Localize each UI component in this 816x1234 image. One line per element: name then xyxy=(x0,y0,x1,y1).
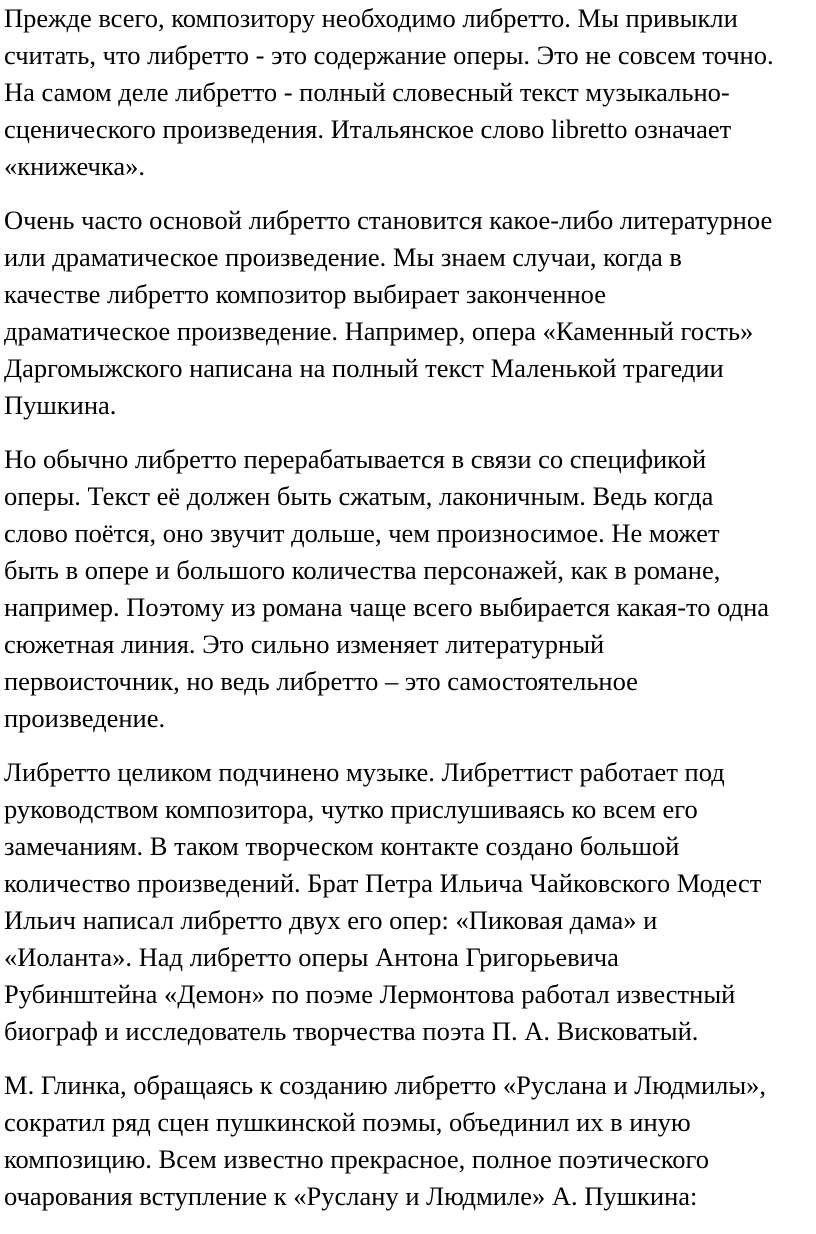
text-line: качестве либретто композитор выбирает законченное xyxy=(4,279,607,309)
text-line: быть в опере и большого количества персонажей, как в романе, xyxy=(4,555,721,585)
paragraph-adaptation xyxy=(4,441,810,737)
text-line: сюжетная линия. Это сильно изменяет литературный xyxy=(4,629,605,659)
text-line: Даргомыжского написана на полный текст Маленькой трагедии xyxy=(4,353,724,383)
text-line: слово поётся, оно звучит дольше, чем произносимое. Не может xyxy=(4,518,720,548)
text-line: первоисточник, но ведь либретто – это самостоятельное xyxy=(4,666,638,696)
text-line: считать, что либретто - это содержание оперы. Это не совсем точно. xyxy=(4,40,774,70)
text-line: Очень часто основой либретто становится какое-либо литературное xyxy=(4,205,773,235)
text-line: Либретто целиком подчинено музыке. Либреттист работает под xyxy=(4,757,725,787)
text-line: Ильич написал либретто двух его опер: «Пиковая дама» и xyxy=(4,905,658,935)
paragraph-libretto-definition xyxy=(4,0,810,185)
text-line: произведение. xyxy=(4,703,166,733)
text-line: Прежде всего, композитору необходимо либретто. Мы привыкли xyxy=(4,3,738,33)
text-line: количество произведений. Брат Петра Ильича Чайковского Модест xyxy=(4,868,762,898)
text-line: сократил ряд сцен пушкинской поэмы, объединил их в иную xyxy=(4,1107,691,1137)
text-line: Пушкина. xyxy=(4,390,117,420)
text-line: «Иоланта». Над либретто оперы Антона Григорьевича xyxy=(4,942,619,972)
text-line: например. Поэтому из романа чаще всего выбирается какая-то одна xyxy=(4,592,770,622)
text-line: драматическое произведение. Например, опера «Каменный гость» xyxy=(4,316,754,346)
text-line: сценического произведения. Итальянское слово libretto означает xyxy=(4,114,732,144)
text-line: «книжечка». xyxy=(4,151,145,181)
text-line: руководством композитора, чутко прислушиваясь ко всем его xyxy=(4,794,698,824)
text-line: оперы. Текст её должен быть сжатым, лаконичным. Ведь когда xyxy=(4,481,714,511)
text-line: очарования вступление к «Руслану и Людмиле» А. Пушкина: xyxy=(4,1181,698,1211)
text-line: или драматическое произведение. Мы знаем случаи, когда в xyxy=(4,242,682,272)
paragraph-glinka xyxy=(4,1067,810,1215)
text-line: композицию. Всем известно прекрасное, полное поэтического xyxy=(4,1144,709,1174)
text-line: Но обычно либретто перерабатывается в связи со спецификой xyxy=(4,444,707,474)
paragraph-literary-basis xyxy=(4,202,810,424)
text-line: биограф и исследователь творчества поэта П. А. Висковатый. xyxy=(4,1016,699,1046)
text-line: На самом деле либретто - полный словесный текст музыкально- xyxy=(4,77,730,107)
text-line: М. Глинка, обращаясь к созданию либретто «Руслана и Людмилы», xyxy=(4,1070,767,1100)
text-line: Рубинштейна «Демон» по поэме Лермонтова работал известный xyxy=(4,979,736,1009)
paragraph-librettist-role xyxy=(4,754,810,1050)
text-line: замечаниям. В таком творческом контакте создано большой xyxy=(4,831,680,861)
